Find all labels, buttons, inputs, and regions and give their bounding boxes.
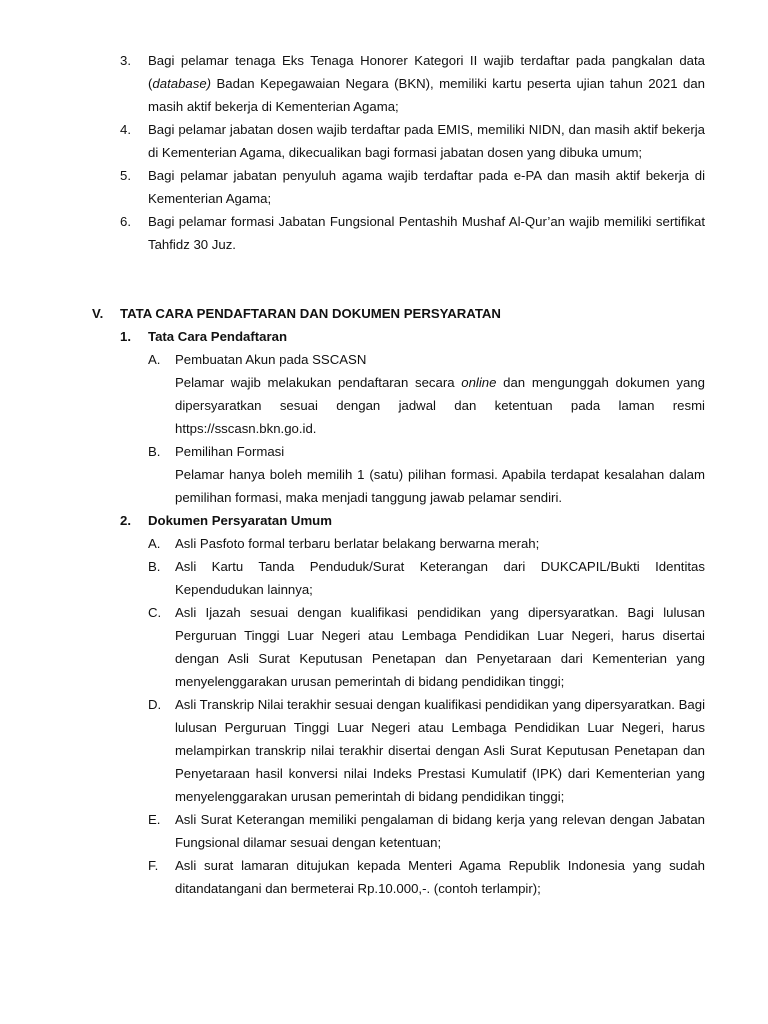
item-letter: D. xyxy=(148,697,162,712)
list-item: 5. Bagi pelamar jabatan penyuluh agama wajib terdaftar pada e-PA dan masih aktif bekerja di Kementerian Agama; xyxy=(148,164,705,210)
list-number: 5. xyxy=(120,168,131,183)
item-heading-b: B. Pemilihan Formasi xyxy=(92,440,705,463)
item-body-a: Pelamar wajib melakukan pendaftaran secara online dan mengunggah dokumen yang dipersyaratkan sesuai dengan jadwal dan ketentuan pada laman resmi https://sscasn.bkn.go.id. xyxy=(175,375,705,436)
document-item: F. Asli surat lamaran ditujukan kepada Menteri Agama Republik Indonesia yang sudah ditandatangani dan bermeterai Rp.10.000,-. (contoh terlampir); xyxy=(92,854,705,900)
section-v xyxy=(92,302,705,900)
subsection-heading-2 xyxy=(92,509,705,532)
section-title: TATA CARA PENDAFTARAN DAN DOKUMEN PERSYARATAN xyxy=(120,306,501,321)
subsection-title: Dokumen Persyaratan Umum xyxy=(148,513,332,528)
item-letter: B. xyxy=(148,559,161,574)
document-item: E. Asli Surat Keterangan memiliki pengalaman di bidang kerja yang relevan dengan Jabatan Fungsional dilamar sesuai dengan ketentuan; xyxy=(92,808,705,854)
item-letter: A. xyxy=(148,352,161,367)
subsection-title: Tata Cara Pendaftaran xyxy=(148,329,288,344)
document-item: A. Asli Pasfoto formal terbaru berlatar belakang berwarna merah; xyxy=(92,532,705,555)
item-body-b: Pelamar hanya boleh memilih 1 (satu) pilihan formasi. Apabila terdapat kesalahan dalam pemilihan formasi, maka menjadi tanggung jawab pelamar sendiri. xyxy=(175,467,705,505)
document-item: D. Asli Transkrip Nilai terakhir sesuai dengan kualifikasi pendidikan yang dipersyaratkan. Bagi lulusan Perguruan Tinggi Luar Negeri atau Lembaga Pendidikan Luar Negeri, harus melampirkan transkrip nilai terakhir disertai dengan Asli Surat Keputusan Penetapan dan Penyetaraan hasil konversi nilai Indeks Prestasi Kumulatif (IPK) dari Kementerian yang menyelenggarakan urusan pemerintah di bidang pendidikan tinggi; xyxy=(92,693,705,808)
requirements-list xyxy=(120,49,705,256)
document-item: B. Asli Kartu Tanda Penduduk/Surat Keterangan dari DUKCAPIL/Bukti Identitas Kependudukan lainnya; xyxy=(92,555,705,601)
item-heading-a: A. Pembuatan Akun pada SSCASN xyxy=(92,348,705,371)
subsection-heading-1 xyxy=(92,325,705,348)
list-number: 6. xyxy=(120,214,131,229)
list-item: 4. Bagi pelamar jabatan dosen wajib terdaftar pada EMIS, memiliki NIDN, dan masih aktif bekerja di Kementerian Agama, dikecualikan bagi formasi jabatan dosen yang dibuka umum; xyxy=(148,118,705,164)
item-letter: C. xyxy=(148,605,162,620)
list-item: 6. Bagi pelamar formasi Jabatan Fungsional Pentashih Mushaf Al-Qur’an wajib memiliki sertifikat Tahfidz 30 Juz. xyxy=(148,210,705,256)
item-letter: E. xyxy=(148,812,161,827)
list-item: 3. Bagi pelamar tenaga Eks Tenaga Honorer Kategori II wajib terdaftar pada pangkalan data (database) Badan Kepegawaian Negara (BKN), memiliki kartu peserta ujian tahun 2021 dan masih aktif bekerja di Kementerian Agama; xyxy=(148,49,705,118)
item-letter: B. xyxy=(148,444,161,459)
item-letter: A. xyxy=(148,536,161,551)
section-heading xyxy=(92,302,705,325)
document-item: C. Asli Ijazah sesuai dengan kualifikasi pendidikan yang dipersyaratkan. Bagi lulusan Perguruan Tinggi Luar Negeri atau Lembaga Pendidikan Luar Negeri, harus disertai dengan Asli Surat Keputusan Penetapan dan Penyetaraan dari Kementerian yang menyelenggarakan urusan pemerintah di bidang pendidikan tinggi; xyxy=(92,601,705,693)
section-number: V. xyxy=(92,306,104,321)
subsection-number: 1. xyxy=(120,329,131,344)
subsection-number: 2. xyxy=(120,513,131,528)
item-letter: F. xyxy=(148,858,159,873)
list-number: 4. xyxy=(120,122,131,137)
list-number: 3. xyxy=(120,53,131,68)
